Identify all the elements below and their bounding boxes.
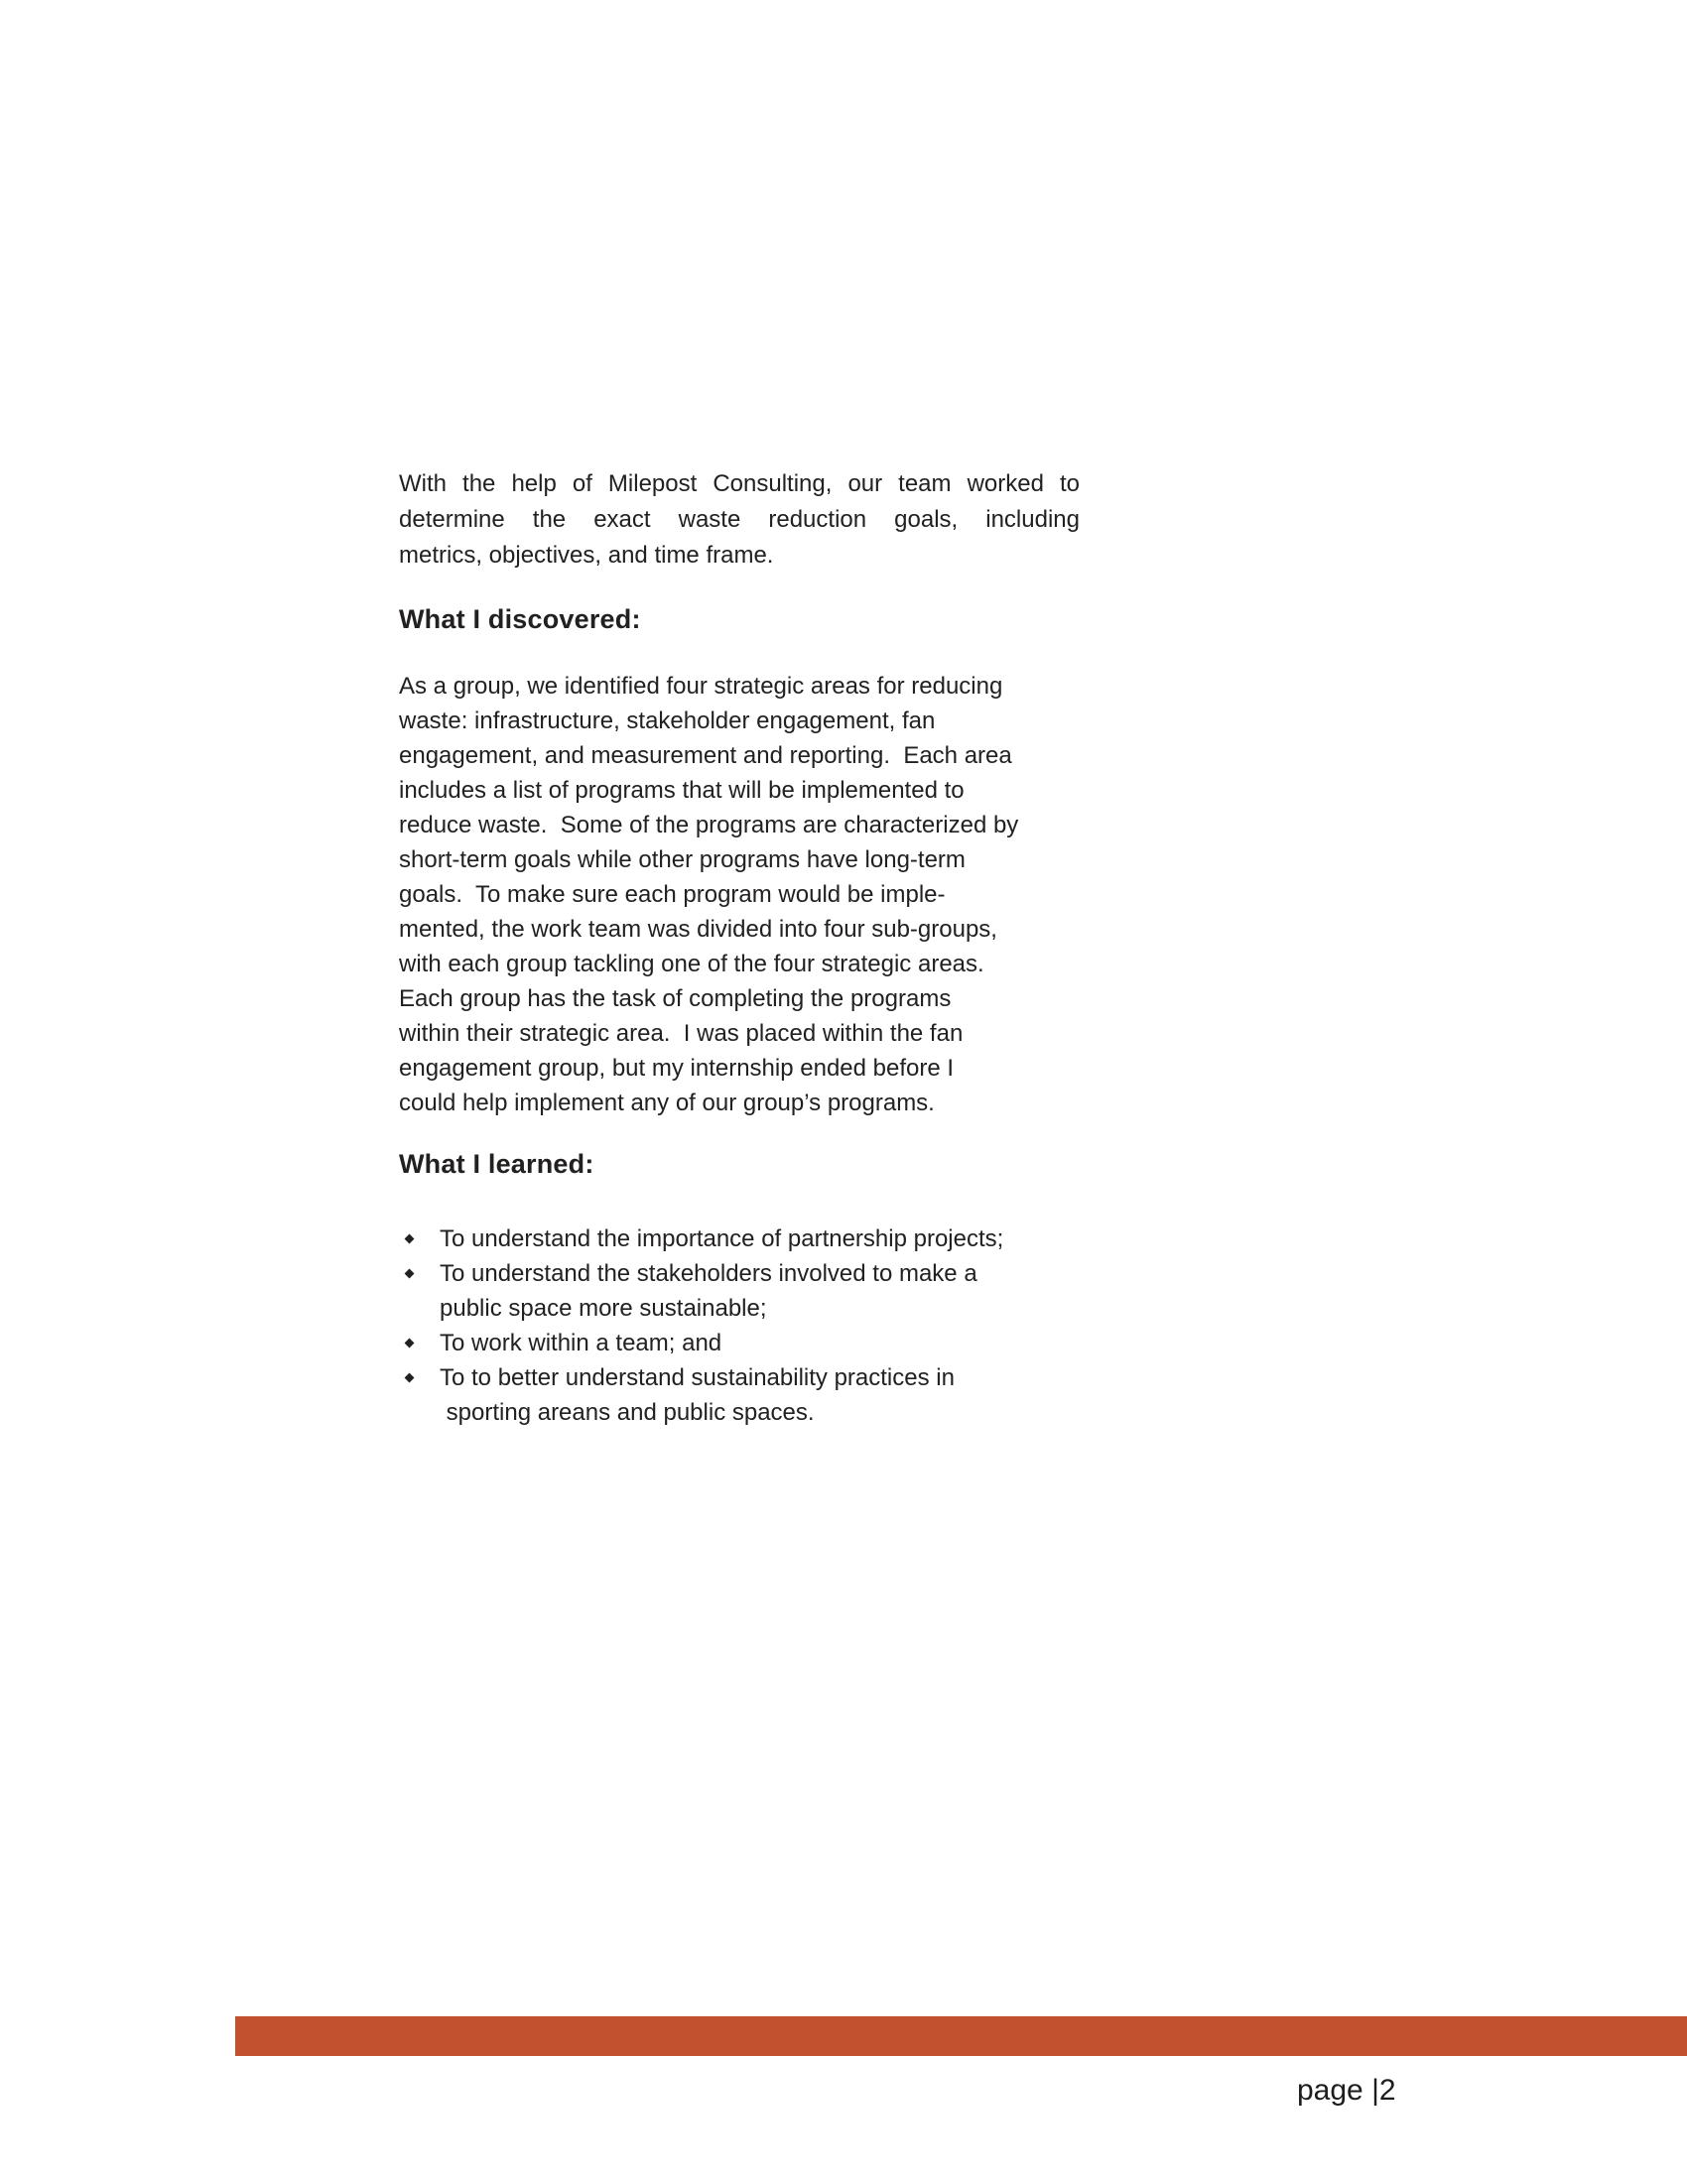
text-line: To understand the importance of partnership projects; [440,1225,1004,1252]
discovered-paragraph [399,669,1080,1120]
heading-what-i-discovered: What I discovered: [399,604,641,634]
list-item [399,1221,1080,1256]
bullet-icon [405,1269,415,1279]
text-line: To understand the stakeholders involved to make a [440,1260,977,1287]
text-line: To work within a team; and [440,1330,722,1356]
bullet-icon [405,1373,415,1383]
text-line: With the help of Milepost Consulting, our team worked to [399,470,1080,497]
text-line: short-term goals while other programs have long-term [399,846,966,873]
text-line: reduce waste. Some of the programs are characterized by [399,812,1019,838]
text-line: Each group has the task of completing the programs [399,985,952,1012]
text-line: engagement group, but my internship ended before I [399,1055,955,1082]
list-item [399,1326,1080,1360]
text-line: with each group tackling one of the four strategic areas. [399,951,984,977]
footer-accent-bar [235,2016,1687,2056]
page-number: page |2 [1297,2074,1396,2107]
text-line: waste: infrastructure, stakeholder engagement, fan [399,707,936,734]
learned-bullet-list [399,1221,1080,1430]
bullet-icon [405,1234,415,1244]
text-line: engagement, and measurement and reporting. Each area [399,742,1012,769]
text-line: To to better understand sustainability practices in [440,1364,955,1391]
text-line: could help implement any of our group’s programs. [399,1090,935,1116]
list-item [399,1360,1080,1430]
text-line: sporting areans and public spaces. [440,1399,815,1426]
heading-what-i-learned: What I learned: [399,1149,594,1179]
text-line: metrics, objectives, and time frame. [399,542,774,569]
text-line: As a group, we identified four strategic areas for reducing [399,673,1003,700]
text-line: determine the exact waste reduction goals, including [399,506,1080,533]
text-line: goals. To make sure each program would be imple- [399,881,946,908]
bullet-icon [405,1339,415,1349]
list-item [399,1256,1080,1326]
text-line: public space more sustainable; [440,1295,767,1322]
content-column [399,466,1080,1430]
text-line: within their strategic area. I was placed within the fan [399,1020,964,1047]
text-line: includes a list of programs that will be implemented to [399,777,965,804]
text-line: mented, the work team was divided into four sub-groups, [399,916,997,943]
intro-paragraph [399,466,1080,574]
